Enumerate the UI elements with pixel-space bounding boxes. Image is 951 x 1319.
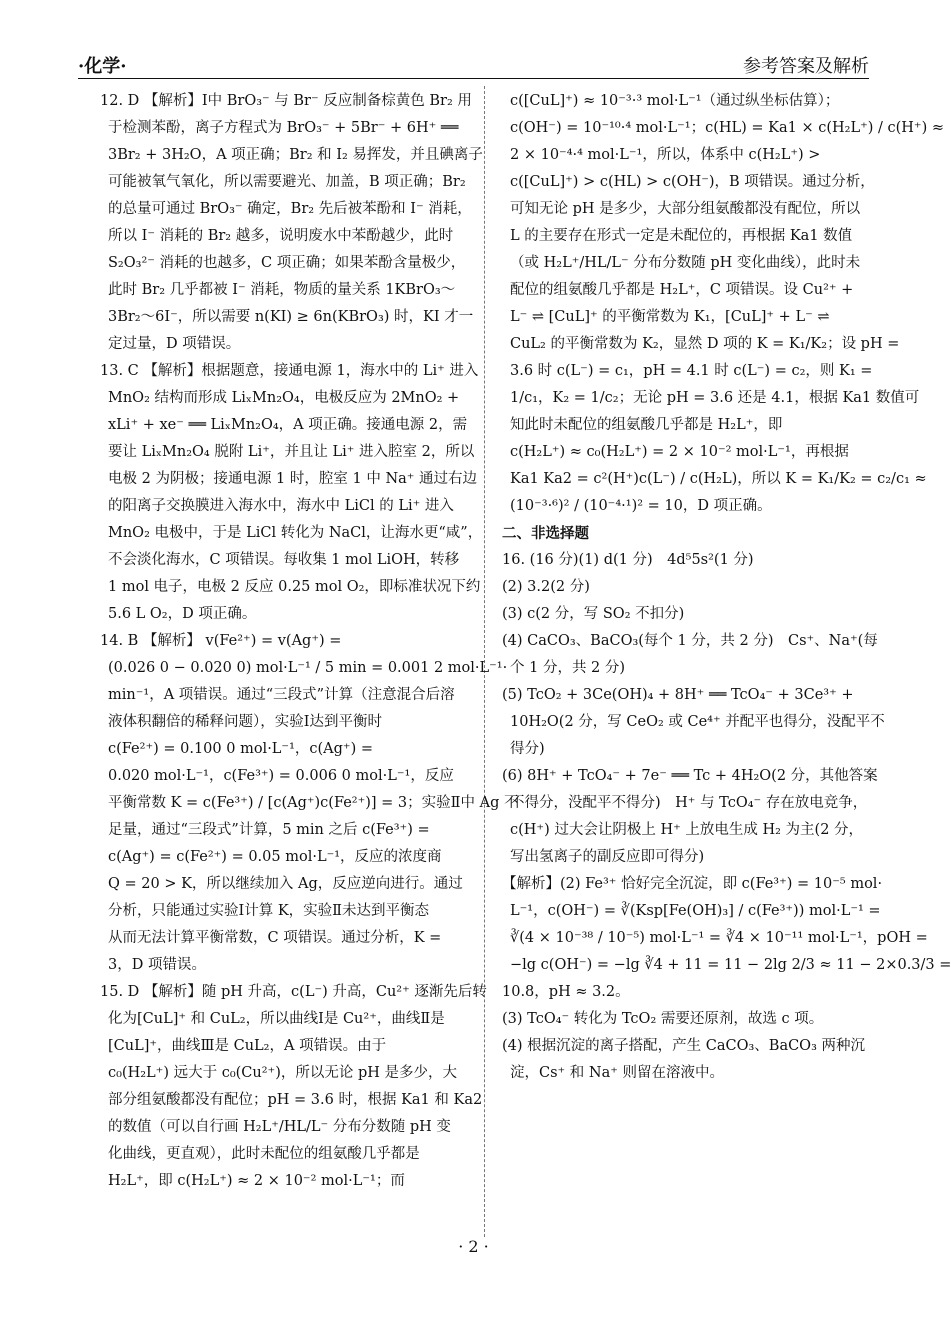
- text-line: ∛(4 × 10⁻³⁸ / 10⁻⁵) mol·L⁻¹ = ∛4 × 10⁻¹¹ mol·L⁻¹，pOH =: [510, 930, 928, 946]
- text-line: 可能被氧气氧化，所以需要避光、加盖，B 项正确；Br₂: [108, 174, 466, 190]
- text-line: c(H⁺) 过大会让阴极上 H⁺ 上放电生成 H₂ 为主(2 分，: [510, 822, 864, 838]
- text-line: 1 mol 电子，电极 2 反应 0.25 mol O₂，即标准状况下约: [108, 579, 481, 595]
- text-line: CuL₂ 的平衡常数为 K₂，显然 D 项的 K = K₁/K₂；设 pH =: [510, 336, 900, 352]
- text-line: (0.026 0 − 0.020 0) mol·L⁻¹ / 5 min = 0.001 2 mol·L⁻¹·: [108, 660, 508, 676]
- text-line: Q = 20 > K，所以继续加入 Ag，反应逆向进行。通过: [108, 876, 463, 892]
- text-line: 个 1 分，共 2 分): [510, 660, 626, 676]
- text-line: 配位的组氨酸几乎都是 H₂L⁺，C 项错误。设 Cu²⁺ +: [510, 282, 854, 298]
- text-line: 10H₂O(2 分，写 CeO₂ 或 Ce⁴⁺ 并配平也得分，没配平不: [510, 714, 885, 730]
- text-line: 化为[CuL]⁺ 和 CuL₂，所以曲线Ⅰ是 Cu²⁺，曲线Ⅱ是: [108, 1011, 445, 1027]
- text-line: 3，D 项错误。: [108, 957, 206, 973]
- text-line: c([CuL]⁺) ≈ 10⁻³·³ mol·L⁻¹（通过纵坐标估算）；: [510, 93, 840, 109]
- text-line: c₀(H₂L⁺) 远大于 c₀(Cu²⁺)，所以无论 pH 是多少，大: [108, 1065, 457, 1081]
- right-column: [502, 88, 951, 1087]
- text-line: 5.6 L O₂，D 项正确。: [108, 606, 257, 622]
- text-line: c(H₂L⁺) ≈ c₀(H₂L⁺) = 2 × 10⁻² mol·L⁻¹，再根据: [510, 444, 849, 460]
- text-line: 写出氢离子的副反应即可得分): [510, 849, 705, 865]
- text-line: 1/c₁，K₂ = 1/c₂；无论 pH = 3.6 还是 4.1，根据 Ka1 数值可: [510, 390, 920, 406]
- text-line: 13. C 【解析】根据题意，接通电源 1，海水中的 Li⁺ 进入: [100, 363, 479, 379]
- text-line: min⁻¹，A 项错误。通过“三段式”计算（注意混合后溶: [108, 687, 455, 703]
- text-line: (3) c(2 分，写 SO₂ 不扣分): [502, 606, 685, 622]
- text-line: 化曲线，更直观），此时未配位的组氨酸几乎都是: [108, 1146, 420, 1162]
- text-line: (4) CaCO₃、BaCO₃(每个 1 分，共 2 分) Cs⁺、Na⁺(每: [502, 633, 878, 649]
- text-line: xLi⁺ + xe⁻ ══ LiₓMn₂O₄，A 项正确。接通电源 2，需: [108, 417, 468, 433]
- left-column: [100, 88, 519, 1195]
- text-line: (2) 3.2(2 分): [502, 579, 590, 595]
- text-line: (4) 根据沉淀的离子搭配，产生 CaCO₃、BaCO₃ 两种沉: [502, 1038, 865, 1054]
- text-line: 液体积翻倍的稀释问题），实验Ⅰ达到平衡时: [108, 714, 382, 730]
- text-line: H₂L⁺，即 c(H₂L⁺) ≈ 2 × 10⁻² mol·L⁻¹；而: [108, 1173, 405, 1189]
- text-line: 平衡常数 K = c(Fe³⁺) / [c(Ag⁺)c(Fe²⁺)] = 3；实验Ⅱ中 Ag 不: [108, 795, 519, 811]
- text-line: 此时 Br₂ 几乎都被 I⁻ 消耗，物质的量关系 1KBrO₃～: [108, 282, 456, 298]
- text-line: (6) 8H⁺ + TcO₄⁻ + 7e⁻ ══ Tc + 4H₂O(2 分，其他答案: [502, 768, 878, 784]
- text-line: 12. D 【解析】Ⅰ中 BrO₃⁻ 与 Br⁻ 反应制备棕黄色 Br₂ 用: [100, 93, 472, 109]
- text-line: L 的主要存在形式一定是未配位的，再根据 Ka1 数值: [510, 228, 853, 244]
- text-line: Ka1 Ka2 = c²(H⁺)c(L⁻) / c(H₂L)，所以 K = K₁/K₂ = c₂/c₁ ≈: [510, 471, 927, 487]
- text-line: 部分组氨酸都没有配位；pH = 3.6 时，根据 Ka1 和 Ka2: [108, 1092, 483, 1108]
- text-line: 电极 2 为阴极；接通电源 1 时，腔室 1 中 Na⁺ 通过右边: [108, 471, 478, 487]
- text-line: 从而无法计算平衡常数，C 项错误。通过分析，K =: [108, 930, 442, 946]
- text-line: 0.020 mol·L⁻¹，c(Fe³⁺) = 0.006 0 mol·L⁻¹，反应: [108, 768, 454, 784]
- page-header: [78, 52, 869, 79]
- text-line: 的阳离子交换膜进入海水中，海水中 LiCl 的 Li⁺ 进入: [108, 498, 454, 514]
- text-line: 【解析】(2) Fe³⁺ 恰好完全沉淀，即 c(Fe³⁺) = 10⁻⁵ mol·: [502, 876, 883, 892]
- text-line: c(Fe²⁺) = 0.100 0 mol·L⁻¹，c(Ag⁺) =: [108, 741, 373, 757]
- text-line: L⁻¹，c(OH⁻) = ∛(Ksp[Fe(OH)₃] / c(Fe³⁺)) mol·L⁻¹ =: [510, 903, 881, 919]
- text-line: 知此时未配位的组氨酸几乎都是 H₂L⁺，即: [510, 417, 783, 433]
- text-line: 不得分，没配平不得分) H⁺ 与 TcO₄⁻ 存在放电竞争，: [510, 795, 868, 811]
- text-line: MnO₂ 结构而形成 LiₓMn₂O₄，电极反应为 2MnO₂ +: [108, 390, 460, 406]
- section-title: 参考答案及解析: [743, 56, 869, 77]
- text-line: 10.8，pH ≈ 3.2。: [502, 984, 630, 1000]
- text-line: 要让 LiₓMn₂O₄ 脱附 Li⁺，并且让 Li⁺ 进入腔室 2，所以: [108, 444, 475, 460]
- text-line: 2 × 10⁻⁴·⁴ mol·L⁻¹，所以，体系中 c(H₂L⁺) >: [510, 147, 821, 163]
- text-line: (5) TcO₂ + 3Ce(OH)₄ + 8H⁺ ══ TcO₄⁻ + 3Ce³⁺ +: [502, 687, 854, 703]
- page-number: · 2 ·: [458, 1237, 489, 1256]
- text-line: 足量，通过“三段式”计算，5 min 之后 c(Fe³⁺) =: [108, 822, 430, 838]
- text-line: c(OH⁻) = 10⁻¹⁰·⁴ mol·L⁻¹；c(HL) = Ka1 × c(H₂L⁺) / c(H⁺) ≈: [510, 120, 944, 136]
- text-line: (3) TcO₄⁻ 转化为 TcO₂ 需要还原剂，故选 c 项。: [502, 1011, 824, 1027]
- text-line: 可知无论 pH 是多少，大部分组氨酸都没有配位，所以: [510, 201, 861, 217]
- text-line: S₂O₃²⁻ 消耗的也越多，C 项正确；如果苯酚含量极少，: [108, 255, 466, 271]
- subject-label: ·化学·: [78, 56, 127, 77]
- text-line: c([CuL]⁺) > c(HL) > c(OH⁻)，B 项错误。通过分析，: [510, 174, 875, 190]
- text-line: 14. B 【解析】 v(Fe²⁺) = v(Ag⁺) =: [100, 633, 342, 649]
- text-line: L⁻ ⇌ [CuL]⁺ 的平衡常数为 K₁，[CuL]⁺ + L⁻ ⇌: [510, 309, 830, 325]
- text-line: 得分): [510, 741, 545, 757]
- text-line: 淀，Cs⁺ 和 Na⁺ 则留在溶液中。: [510, 1065, 725, 1081]
- text-line: 15. D 【解析】随 pH 升高，c(L⁻) 升高，Cu²⁺ 逐渐先后转: [100, 984, 487, 1000]
- text-line: 二、非选择题: [502, 525, 589, 542]
- text-line: 于检测苯酚，离子方程式为 BrO₃⁻ + 5Br⁻ + 6H⁺ ══: [108, 120, 459, 136]
- text-line: MnO₂ 电极中，于是 LiCl 转化为 NaCl，让海水更“咸”，: [108, 525, 483, 541]
- text-line: 所以 I⁻ 消耗的 Br₂ 越多，说明废水中苯酚越少，此时: [108, 228, 454, 244]
- text-line: 不会淡化海水，C 项错误。每收集 1 mol LiOH，转移: [108, 552, 460, 568]
- text-line: 3.6 时 c(L⁻) = c₁，pH = 4.1 时 c(L⁻) = c₂，则 K₁ =: [510, 363, 873, 379]
- text-line: 的总量可通过 BrO₃⁻ 确定，Br₂ 先后被苯酚和 I⁻ 消耗，: [108, 201, 472, 217]
- text-line: [CuL]⁺，曲线Ⅲ是 CuL₂，A 项错误。由于: [108, 1038, 387, 1054]
- text-line: 的数值（可以自行画 H₂L⁺/HL/L⁻ 分布分数随 pH 变: [108, 1119, 451, 1135]
- text-line: −lg c(OH⁻) = −lg ∛4 + 11 = 11 − 2lg 2/3 ≈ 11 − 2×0.3/3 =: [510, 957, 951, 973]
- text-line: 定过量，D 项错误。: [108, 336, 241, 352]
- text-line: 3Br₂ + 3H₂O，A 项正确；Br₂ 和 I₂ 易挥发，并且碘离子: [108, 147, 483, 163]
- text-line: (10⁻³·⁶)² / (10⁻⁴·¹)² = 10，D 项正确。: [510, 498, 772, 514]
- text-line: 16. (16 分)(1) d(1 分) 4d⁵5s²(1 分): [502, 552, 754, 568]
- text-line: c(Ag⁺) = c(Fe²⁺) = 0.05 mol·L⁻¹，反应的浓度商: [108, 849, 442, 865]
- text-line: （或 H₂L⁺/HL/L⁻ 分布分数随 pH 变化曲线），此时未: [510, 255, 861, 271]
- text-line: 分析，只能通过实验Ⅰ计算 K，实验Ⅱ未达到平衡态: [108, 903, 430, 919]
- text-line: 3Br₂～6I⁻，所以需要 n(KI) ≥ 6n(KBrO₃) 时，KI 才一: [108, 309, 474, 325]
